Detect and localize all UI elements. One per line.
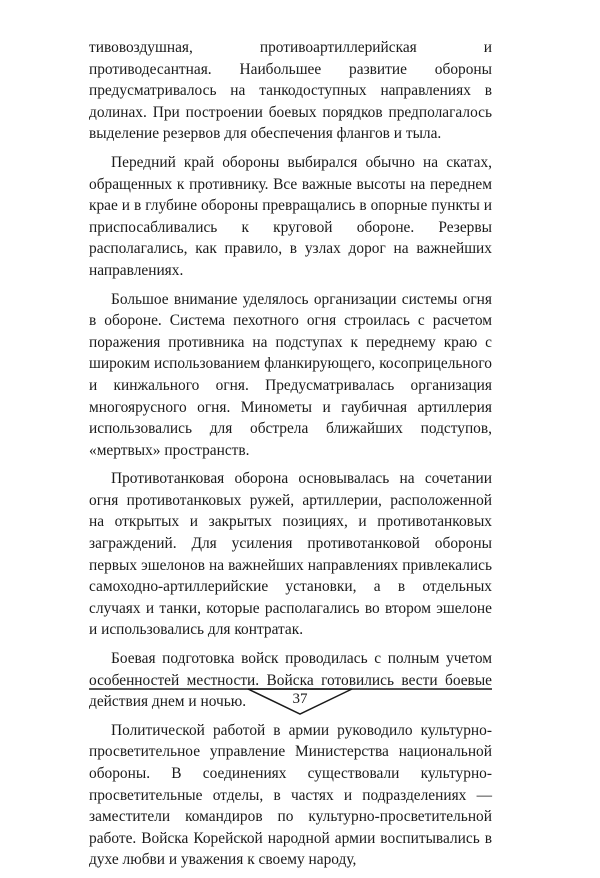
- page-footer: [0, 688, 600, 728]
- paragraph-6: Политической работой в армии руководило культурно-просветительное управление Министерства национальной обороны. В соединениях существовали культурно-просветительные отделы, в частях и подразделениях — заместители командиров по культурно-просветительной работе. Войска Корейской народной армии воспитывались в духе любви и уважения к своему народу,: [89, 721, 492, 869]
- paragraph-1: тивовоздушная, противоартиллерийская и противодесантная. Наибольшее развитие обороны предусматривалось на танкодоступных направлениях в долинах. При построении боевых порядков предполагалось выделение резервов для обеспечения флангов и тыла.: [89, 39, 492, 143]
- page-number: 37: [292, 691, 308, 707]
- paragraph-5: Боевая подготовка войск проводилась с полным учетом особенностей местности. Войска готовились вести боевые действия днем и ночью.: [89, 650, 492, 711]
- paragraph-4: Противотанковая оборона основывалась на сочетании огня противотанковых ружей, артиллерии, расположенной на открытых и закрытых позициях, и противотанковых заграждений. Для усиления противотанковой обороны первых эшелонов на важнейших направлениях привлекались самоходно-артиллерийские установки, а в отдельных случаях и танки, которые располагались во втором эшелоне и использовались для контратак.: [89, 470, 492, 639]
- body-text: [89, 37, 492, 878]
- paragraph-2: Передний край обороны выбирался обычно на скатах, обращенных к противнику. Все важные высоты на переднем крае и в глубине обороны превращались в опорные пункты и приспосабливались к круговой обороне. Резервы располагались, как правило, в узлах дорог на важнейших направлениях.: [89, 153, 492, 279]
- paragraph-3: Большое внимание уделялось организации системы огня в обороне. Система пехотного огня строилась с расчетом поражения противника на подступах к переднему краю с широким использованием фланкирующего, косоприцельного и кинжального огня. Предусматривалась организация многоярусного огня. Минометы и гаубичная артиллерия использовались для обстрела ближайших подступов, «мертвых» пространств.: [89, 290, 492, 459]
